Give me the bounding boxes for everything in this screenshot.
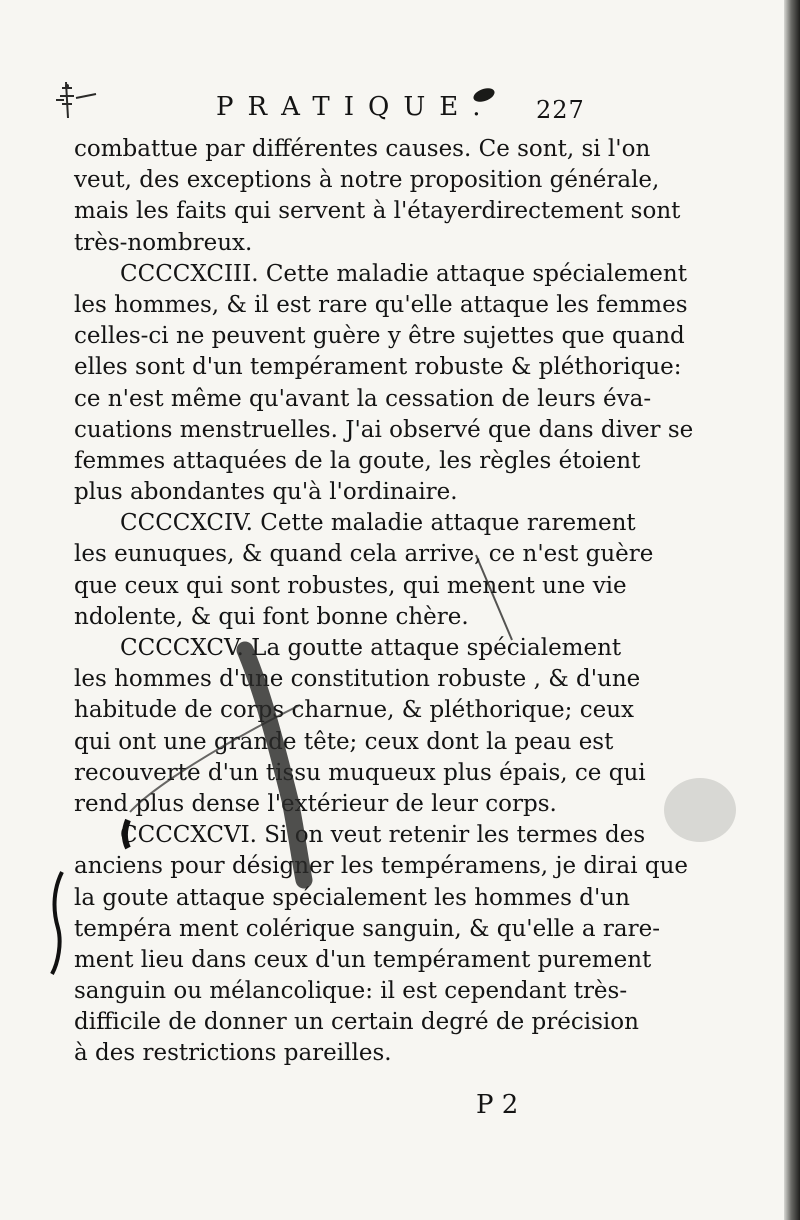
text-line: ce n'est même qu'avant la cessation de leurs éva- <box>74 385 652 412</box>
text-line: CCCCXCV. La goutte attaque spécialement <box>120 635 622 661</box>
text-line: très-nombreux. <box>74 229 253 256</box>
text-line: rend plus dense l'extérieur de leur corps. <box>74 790 557 817</box>
text-line: veut, des exceptions à notre proposition générale, <box>74 167 660 194</box>
text-line: CCCCXCVI. Si on veut retenir les termes des <box>120 822 646 849</box>
binding-edge <box>784 0 800 1220</box>
text-line: les hommes d'une constitution robuste , & d'une <box>74 666 641 693</box>
signature-mark: P 2 <box>476 1090 519 1120</box>
text-line: ment lieu dans ceux d'un tempérament purement <box>74 946 652 973</box>
text-line: CCCCXCIII. Cette maladie attaque spécialement <box>120 260 687 287</box>
text-line: habitude de corps charnue, & pléthorique; ceux <box>74 697 634 724</box>
text-line: difficile de donner un certain degré de précision <box>74 1009 639 1036</box>
body-text <box>74 134 694 1070</box>
text-line: à des restrictions pareilles. <box>74 1040 392 1067</box>
text-line: qui ont une grande tête; ceux dont la peau est <box>74 728 614 755</box>
text-line: combattue par différentes causes. Ce sont, si l'on <box>74 136 651 162</box>
text-line: plus abondantes qu'à l'ordinaire. <box>74 479 458 506</box>
text-line: les eunuques, & quand cela arrive, ce n'est guère <box>74 541 654 568</box>
text-line: recouverte d'un tissu muqueux plus épais, ce qui <box>74 759 646 786</box>
text-line: que ceux qui sont robustes, qui menent une vie <box>74 572 627 599</box>
text-line: cuations menstruelles. J'ai observé que dans diver se <box>74 416 694 443</box>
text-line: tempéra ment colérique sanguin, & qu'elle a rare- <box>74 915 660 942</box>
text-line: femmes attaquées de la goute, les règles étoient <box>74 447 641 474</box>
printer-ornament-icon <box>52 78 98 120</box>
text-line: les hommes, & il est rare qu'elle attaque les femmes <box>74 291 688 318</box>
page-number: 227 <box>536 96 585 124</box>
text-line: ndolente, & qui font bonne chère. <box>74 603 469 630</box>
text-line: la goute attaque spécialement les hommes d'un <box>74 884 630 911</box>
text-line: mais les faits qui servent à l'étayerdirectement sont <box>74 198 681 225</box>
text-line: celles-ci ne peuvent guère y être sujettes que quand <box>74 323 685 350</box>
text-line: elles sont d'un tempérament robuste & pléthorique: <box>74 354 682 381</box>
margin-bracket-icon <box>46 868 66 978</box>
text-line: anciens pour désigner les tempéramens, je dirai que <box>74 853 689 880</box>
text-line: sanguin ou mélancolique: il est cependant très- <box>74 978 628 1005</box>
running-title: PRATIQUE. <box>216 92 495 122</box>
text-line: CCCCXCIV. Cette maladie attaque rarement <box>120 510 636 537</box>
